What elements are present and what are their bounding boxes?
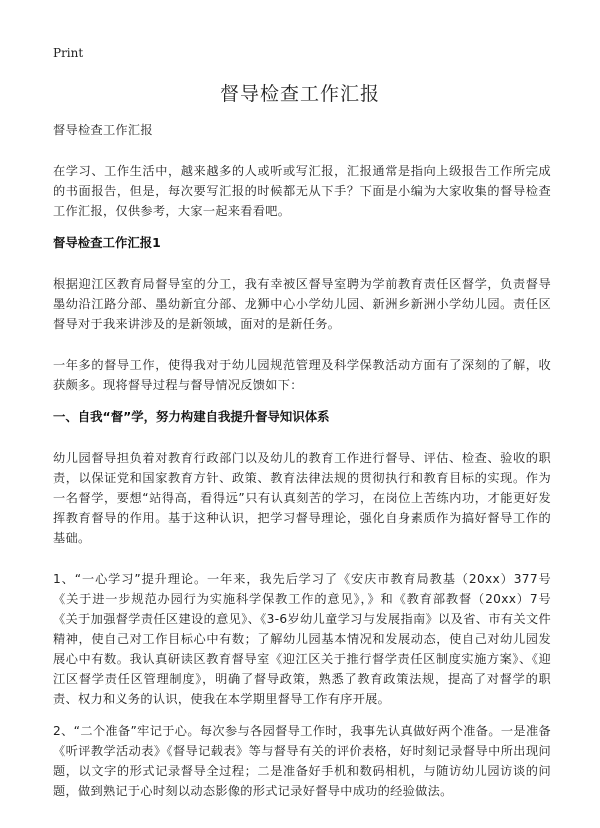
document-body <box>53 120 551 822</box>
section-heading: 督导检查工作汇报1 <box>53 235 161 250</box>
page-title: 督导检查工作汇报 <box>219 83 380 105</box>
body-paragraph-5: 2、“二个准备”牢记于心。每次参与各园督导工作时，我事先认真做好两个准备。一是准备《听评教学活动表》《督导记载表》等与督导有关的评价表格，好时刻记录督导中所出现问题，以文字的形式记录督导全过程；二是准备好手机和数码相机，与随访幼儿园访谈的问题，做到熟记于心时刻以动态影像的形式记录好督导中成功的经验做法。 <box>53 724 551 798</box>
body-paragraph-4: 1、“一心学习”提升理论。一年来，我先后学习了《安庆市教育局教基（20xx）377号《关于进一步规范办园行为实施科学保教工作的意见》，》和《教育部教督（20xx）7号《关于加强督学责任区建设的意见》、《3-6岁幼儿童学习与发展指南》以及省、市有关文件精神，使自己对工作目标心中有数；了解幼儿园基本情况和发展动态，使自己对幼儿园发展心中有数。我认真研读区教育督导室《迎江区关于推行督学责任区制度实施方案》、《迎江区督学责任区管理制度》，明确了督导政策，熟悉了教育政策法规，提高了对督学的职责、权力和义务的认识，使我在本学期里督导工作有序开展。 <box>53 572 551 706</box>
body-paragraph-1: 根据迎江区教育局督导室的分工，我有幸被区督导室聘为学前教育责任区督学，负责督导墨幼沿江路分部、墨幼新宜分部、龙狮中心小学幼儿园、新洲乡新洲小学幼儿园。责任区督导对于我来讲涉及的是新领域，面对的是新任务。 <box>53 277 551 331</box>
subsection-heading: 一、自我“督”学，努力构建自我提升督导知识体系 <box>53 409 330 424</box>
intro-paragraph: 在学习、工作生活中，越来越多的人或听或写汇报，汇报通常是指向上级报告工作所完成的书面报告，但是，每次要写汇报的时候都无从下手？下面是小编为大家收集的督导检查工作汇报，仅供参考，大家一起来看看吧。 <box>53 164 551 218</box>
print-link[interactable]: Print <box>53 46 84 60</box>
body-paragraph-3: 幼儿园督导担负着对教育行政部门以及幼儿的教育工作进行督导、评估、检查、验收的职责，以保证党和国家教育方针、政策、教育法律法规的贯彻执行和教育目标的实现。作为一名督学，要想“站得高，看得远”只有认真刻苦的学习，在岗位上苦练内功，才能更好发挥教育督导的作用。基于这种认识，把学习督导理论，强化自身素质作为搞好督导工作的基础。 <box>53 451 551 545</box>
document-subtitle: 督导检查工作汇报 <box>53 123 153 137</box>
body-paragraph-2: 一年多的督导工作，使得我对于幼儿园规范管理及科学保教活动方面有了深刻的了解，收获颇多。现将督导过程与督导情况反馈如下： <box>53 358 551 392</box>
